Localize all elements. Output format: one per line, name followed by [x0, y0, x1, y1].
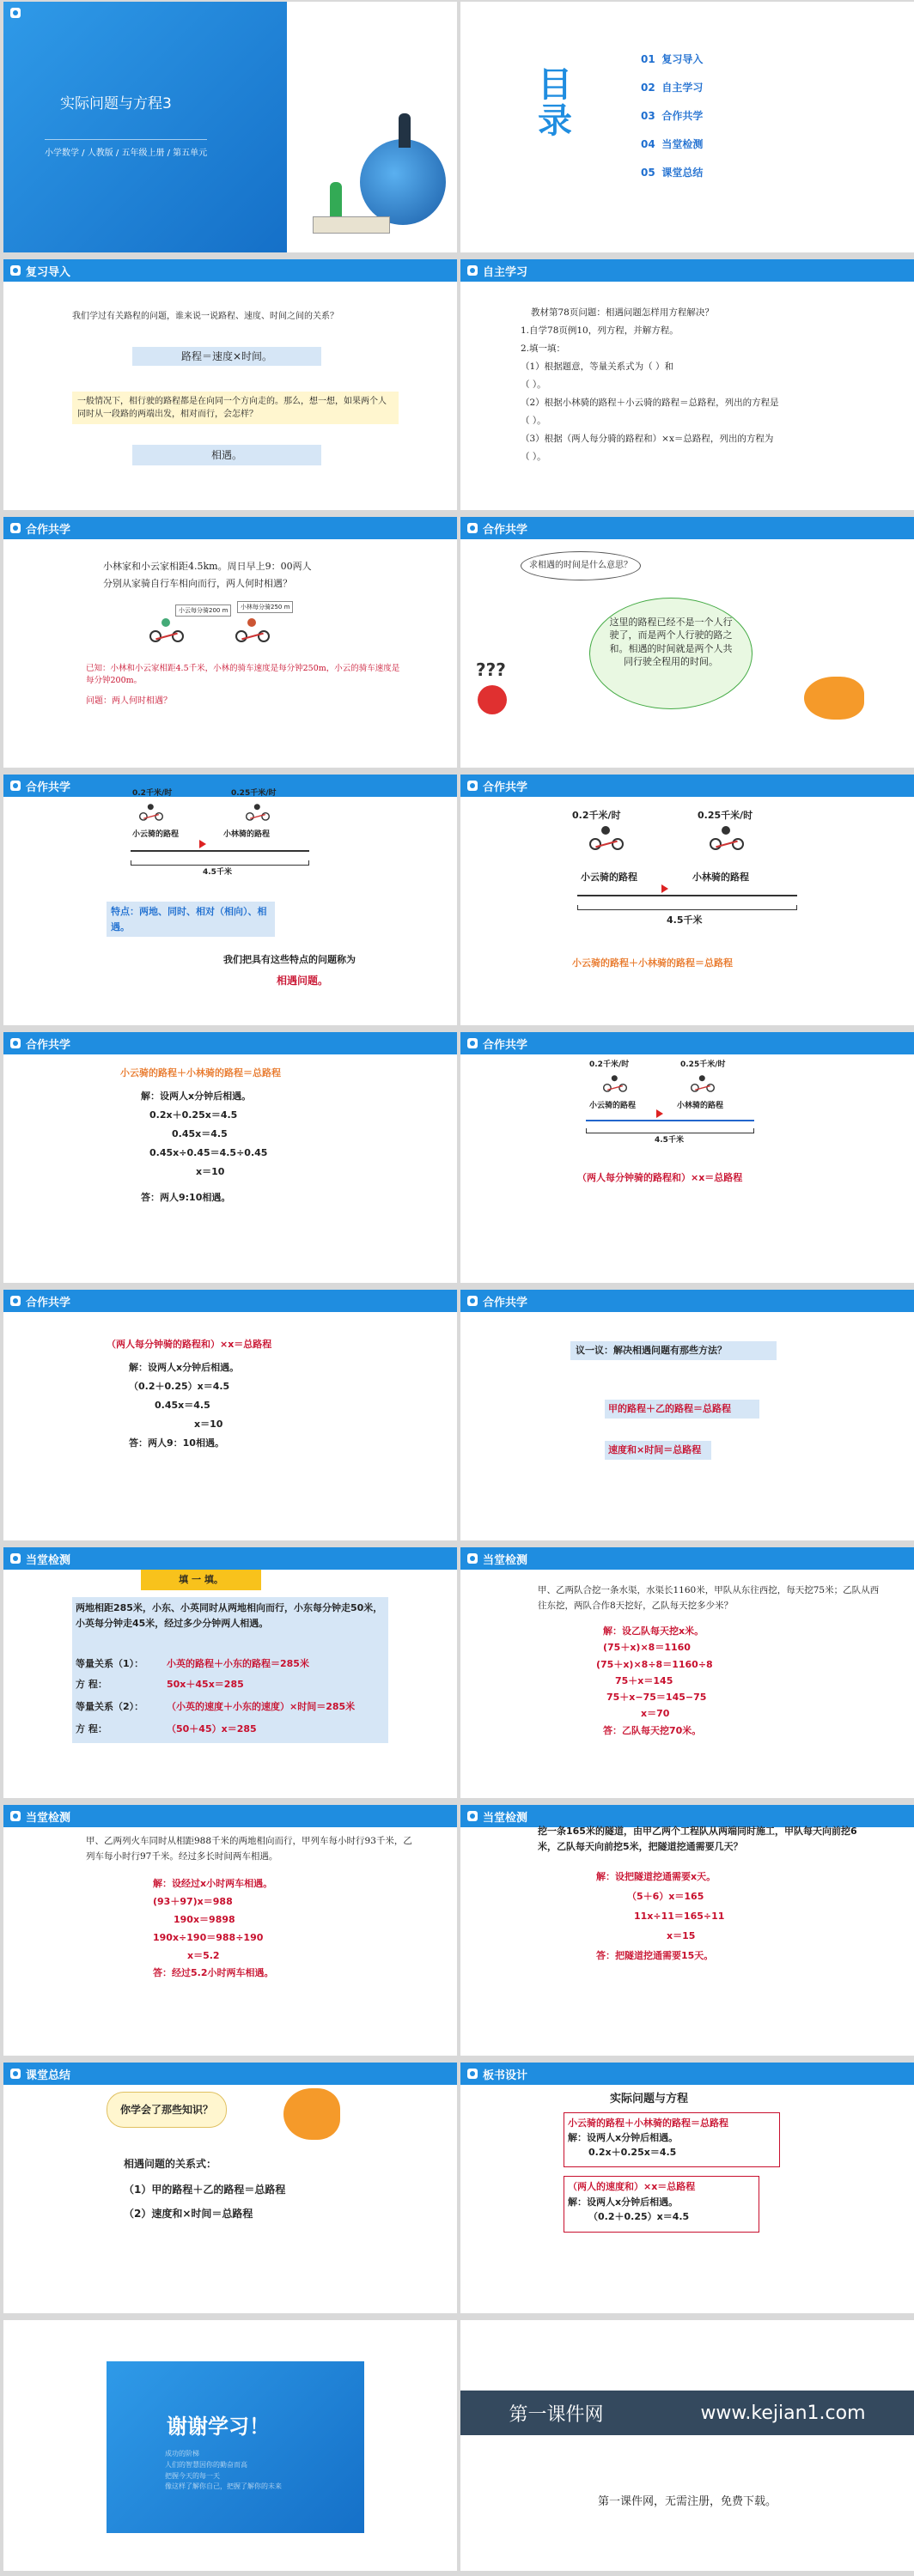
slide-summary: [3, 2063, 457, 2313]
exercise-question: 挖一条165米的隧道，由甲乙两个工程队从两端同时施工，甲队每天向前挖6米，乙队每天向前挖5米，把隧道挖通需要几天？: [538, 1826, 857, 1852]
logo-bar: [3, 2, 38, 24]
problem-question: 问题：两人何时相遇？: [86, 696, 172, 706]
item-label: 自主学习: [661, 82, 704, 94]
logo-icon: [467, 1553, 478, 1564]
summary-item-2: （2）速度和×时间＝总路程: [124, 2208, 253, 2220]
exercise-question: 甲、乙两列火车同时从相距988千米的两地相向而行，甲列车每小时行93千米，乙列车每小时行97千米。经过多长时间两车相遇。: [86, 1836, 412, 1862]
contents-item[interactable]: [641, 108, 703, 123]
solution-step: 0.45x＝4.5: [172, 1128, 228, 1139]
slide-header-title: 合作共学: [483, 781, 528, 794]
exercise-question: 甲、乙两队合挖一条水渠，水渠长1160米，甲队从东往西挖，每天挖75米；乙队从西往东挖，两队合作8天挖好，乙队每天挖多少米？: [538, 1585, 880, 1611]
slide-board-design: [460, 2063, 914, 2313]
logo-icon: [467, 265, 478, 276]
item-label: 课堂总结: [661, 167, 704, 179]
item-number: 02: [641, 82, 655, 94]
naming-text: 我们把具有这些特点的问题称为: [223, 954, 356, 965]
meeting-flag-icon: [661, 884, 668, 893]
bike-icon: [149, 618, 184, 642]
distance-label-2: 小林骑的路程: [223, 830, 271, 839]
solution-step: 75＋x−75＝145−75: [606, 1692, 707, 1703]
slide-header-title: 当堂检测: [483, 1811, 528, 1825]
slide-solution-2: [3, 1290, 457, 1540]
title-panel: [3, 2, 287, 252]
slide-diagram-relation-1: [460, 775, 914, 1025]
solution-step: 190x＝9898: [174, 1913, 235, 1925]
study-line: 2.填一填：: [521, 343, 566, 354]
thanks-title: 谢谢学习！: [167, 2415, 270, 2439]
method-2: 速度和×时间＝总路程: [605, 1441, 711, 1460]
relation-label-2: 等量关系（2）：: [76, 1701, 144, 1712]
slide-header: [3, 517, 457, 539]
solution-step: x＝70: [641, 1708, 670, 1720]
slide-header-title: 当堂检测: [26, 1553, 71, 1567]
speed-label-2: 0.25千米/时: [231, 789, 277, 798]
solution-steps: [596, 1867, 724, 1965]
board-step: 解：设两人x分钟后相遇。: [568, 2196, 679, 2208]
slide-title-text: 实际问题与方程3: [60, 95, 172, 112]
logo-icon: [467, 1811, 478, 1821]
summary-bubble: 你学会了那些知识？: [107, 2092, 227, 2128]
solution-step: x＝10: [194, 1419, 223, 1430]
slide-header-title: 自主学习: [483, 265, 528, 279]
solution-steps: [596, 1623, 713, 1739]
problem-line: 小林家和小云家相距4.5km。周日早上9：00两人: [103, 561, 312, 572]
answer-box: 相遇。: [132, 445, 321, 465]
solution-step: 0.45x÷0.45＝4.5÷0.45: [149, 1147, 268, 1158]
relation-text: （两人每分钟骑的路程和）×x＝总路程: [107, 1339, 272, 1350]
bike-icon: [589, 826, 624, 850]
solution-step: 解：设两人x分钟后相遇。: [141, 1091, 252, 1102]
logo-icon: [10, 1553, 21, 1564]
logo-icon: [10, 265, 21, 276]
known-info: 已知：小林和小云家相距4.5千米，小林的骑车速度是每分钟250m，小云的骑车速度是每分钟200m。: [86, 664, 400, 685]
item-number: 01: [641, 53, 655, 65]
solution-step: 解：设把隧道挖通需要x天。: [596, 1871, 716, 1882]
think-box: 一般情况下，相行驶的路程都是在向同一个方向走的。那么，想一想，如果两个人同时从一段路的两端出发，相对而行，会怎样？: [72, 392, 399, 424]
distance-label-1: 小云骑的路程: [589, 1102, 637, 1110]
solution-step: 75＋x＝145: [615, 1674, 673, 1686]
ad-banner[interactable]: [460, 2391, 914, 2435]
logo-icon: [10, 8, 21, 18]
equation-1: 50x＋45x＝285: [167, 1679, 244, 1690]
cartoon-character-icon: [478, 685, 507, 714]
solution-step: 答：把隧道挖通需要15天。: [596, 1950, 714, 1962]
solution-step: 0.2x＋0.25x＝4.5: [149, 1109, 238, 1121]
distance-label-1: 小云骑的路程: [581, 872, 637, 883]
slide-discussion: [460, 517, 914, 768]
board-relation: （两人的速度和）×x＝总路程: [568, 2181, 696, 2192]
slide-header: [3, 1290, 457, 1312]
solution-step: （0.2＋0.25）x＝4.5: [129, 1381, 230, 1392]
review-question: 我们学过有关路程的问题，谁来说一说路程、速度、时间之间的关系？: [72, 312, 338, 321]
person-illustration: [399, 113, 411, 148]
slide-title: [3, 2, 457, 252]
study-line: （2）根据小林骑的路程＋小云骑的路程＝总路程，列出的方程是: [521, 398, 779, 408]
solution-step: 190x÷190＝988÷190: [153, 1931, 264, 1943]
slide-diagram-features: [3, 775, 457, 1025]
board-box-2: [564, 2176, 759, 2233]
solution-step: (75＋x)×8÷8＝1160÷8: [596, 1658, 713, 1670]
logo-icon: [467, 523, 478, 533]
bike-icon: [710, 826, 744, 850]
study-line: 教材第78页问题：相遇问题怎样用方程解决？: [531, 307, 714, 318]
slide-header-title: 当堂检测: [483, 1553, 528, 1567]
slide-header-title: 复习导入: [26, 265, 71, 279]
person-illustration-2: [330, 182, 342, 216]
total-brace: [586, 1128, 754, 1133]
fish-icon: [804, 677, 864, 720]
slide-header: [460, 2063, 914, 2085]
thanks-line: 人们的智慧因你的勤奋而高: [165, 2460, 247, 2469]
speed-label-1: 0.2千米/时: [132, 789, 173, 798]
solution-step: x＝10: [196, 1166, 225, 1177]
answer-bubble: 这里的路程已经不是一个人行驶了，而是两个人行驶的路之和。相遇的时间就是两个人共同行驶全程用的时间。: [589, 598, 753, 709]
ad-url[interactable]: www.kejian1.com: [700, 2402, 866, 2424]
bike-icon: [691, 1075, 715, 1092]
slide-review: [3, 259, 457, 510]
slide-header: [3, 775, 457, 797]
solution-step: 答：经过5.2小时两车相遇。: [153, 1967, 274, 1979]
total-distance-label: 4.5千米: [655, 1136, 684, 1145]
slide-header-title: 合作共学: [483, 1038, 528, 1052]
relation-text: 小云骑的路程＋小林骑的路程＝总路程: [120, 1067, 281, 1078]
slide-header: [3, 1547, 457, 1570]
meeting-problem-term: 相遇问题。: [277, 975, 329, 987]
slide-diagram-relation-2: [460, 1032, 914, 1283]
relation-1: 小英的路程＋小东的路程＝285米: [167, 1658, 309, 1669]
board-step: （0.2＋0.25）x＝4.5: [588, 2211, 690, 2223]
slide-contents: [460, 2, 914, 252]
solution-step: (93＋97)x＝988: [153, 1895, 233, 1907]
ad-brand: 第一课件网: [509, 2403, 604, 2426]
speed-tag-1: 小云每分骑200 m: [175, 605, 231, 617]
slide-header-title: 合作共学: [26, 1296, 71, 1309]
item-label: 复习导入: [661, 53, 704, 65]
slide-check-2: [460, 1547, 914, 1798]
books-illustration: [313, 216, 390, 234]
bike-icon: [246, 804, 270, 821]
slide-header-title: 合作共学: [26, 523, 71, 537]
slide-header: [3, 2063, 457, 2085]
relation-label-1: 等量关系（1）：: [76, 1658, 144, 1669]
board-title: 实际问题与方程: [610, 2093, 689, 2105]
method-1: 甲的路程＋乙的路程＝总路程: [605, 1400, 759, 1419]
solution-step: 11x÷11＝165÷11: [634, 1911, 725, 1923]
bike-icon: [603, 1075, 627, 1092]
slide-header-title: 课堂总结: [26, 2069, 71, 2082]
slide-self-study: [460, 259, 914, 510]
slide-header-title: 当堂检测: [26, 1811, 71, 1825]
logo-icon: [467, 1296, 478, 1306]
distance-label-2: 小林骑的路程: [677, 1102, 724, 1110]
solution-steps: [129, 1358, 239, 1453]
logo-icon: [467, 1038, 478, 1048]
relation-2: （小英的速度＋小东的速度）×时间＝285米: [167, 1701, 356, 1712]
total-brace: [131, 860, 309, 866]
road-line: [577, 895, 797, 896]
total-brace: [577, 905, 797, 910]
slide-subtitle: 小学数学 / 人教版 / 五年级上册 / 第五单元: [45, 139, 207, 158]
slide-header: [460, 517, 914, 539]
study-line: （ ）。: [521, 416, 546, 426]
distance-label-2: 小林骑的路程: [692, 872, 749, 883]
relation-text: （两人每分钟骑的路程和）×x＝总路程: [577, 1172, 743, 1183]
logo-icon: [10, 523, 21, 533]
thanks-panel: [107, 2361, 364, 2533]
logo-icon: [10, 781, 21, 791]
slide-check-4: [460, 1805, 914, 2056]
problem-line: 分别从家骑自行车相向而行，两人何时相遇？: [103, 577, 292, 589]
bike-icon: [235, 618, 270, 642]
slide-header-title: 板书设计: [483, 2069, 528, 2082]
solution-step: 0.45x＝4.5: [155, 1400, 210, 1411]
slide-header: [460, 775, 914, 797]
study-line: （3）根据（两人每分骑的路程和）×x＝总路程，列出的方程为: [521, 434, 774, 444]
slide-header: [3, 1032, 457, 1054]
logo-icon: [10, 1296, 21, 1306]
slide-check-3: [3, 1805, 457, 2056]
slide-methods: [460, 1290, 914, 1540]
speed-label-1: 0.2千米/时: [589, 1060, 630, 1069]
slide-header: [460, 1032, 914, 1054]
study-line: （ ）。: [521, 452, 546, 462]
board-relation: 小云骑的路程＋小林骑的路程＝总路程: [568, 2117, 728, 2129]
meeting-flag-icon: [656, 1109, 663, 1118]
solution-step: 答：乙队每天挖70米。: [603, 1724, 702, 1736]
ad-footer: 第一课件网，无需注册，免费下载。: [597, 2495, 777, 2508]
road-line: [586, 1120, 754, 1121]
bike-icon: [139, 804, 163, 821]
board-box-1: [564, 2112, 780, 2167]
equation-label-1: 方 程：: [76, 1679, 107, 1690]
fish-icon: [283, 2088, 340, 2140]
fill-title: 填 一 填。: [141, 1570, 261, 1590]
logo-icon: [10, 1038, 21, 1048]
globe-illustration: [360, 139, 446, 225]
logo-icon: [10, 2069, 21, 2079]
contents-char-1: 目: [538, 65, 572, 105]
contents-item[interactable]: [641, 137, 703, 151]
total-distance-label: 4.5千米: [203, 868, 232, 877]
solution-step: 解：设乙队每天挖x米。: [603, 1625, 704, 1637]
formula-box: 路程＝速度×时间。: [132, 347, 321, 366]
slide-header-title: 合作共学: [26, 1038, 71, 1052]
distance-label-1: 小云骑的路程: [132, 830, 180, 839]
contents-char-2: 录: [538, 101, 572, 141]
total-distance-label: 4.5千米: [667, 914, 703, 926]
item-label: 合作共学: [661, 110, 704, 122]
slide-header-title: 合作共学: [483, 523, 528, 537]
contents-item[interactable]: [641, 52, 703, 66]
equation-label-2: 方 程：: [76, 1723, 107, 1735]
slide-ad: [460, 2320, 914, 2571]
item-label: 当堂检测: [661, 138, 704, 150]
contents-heading: [538, 67, 572, 139]
item-number: 04: [641, 138, 655, 150]
logo-icon: [467, 781, 478, 791]
study-line: 1.自学78页例10，列方程，并解方程。: [521, 325, 679, 336]
item-number: 03: [641, 110, 655, 122]
summary-title: 相遇问题的关系式：: [124, 2158, 217, 2170]
question-marks: ???: [476, 659, 506, 680]
solution-step: 解：设经过x小时两车相遇。: [153, 1878, 273, 1889]
solution-step: 答：两人9:10相遇。: [141, 1192, 231, 1203]
solution-step: （5＋6）x＝165: [627, 1891, 704, 1903]
logo-icon: [10, 1811, 21, 1821]
speed-label-2: 0.25千米/时: [680, 1060, 726, 1069]
slide-header: [3, 1805, 457, 1827]
board-step: 解：设两人x分钟后相遇。: [568, 2132, 679, 2144]
slide-solution-1: [3, 1032, 457, 1283]
solution-step: x＝5.2: [187, 1949, 220, 1961]
study-line: （1）根据题意，等量关系式为（ ）和: [521, 361, 674, 372]
meeting-flag-icon: [199, 840, 206, 848]
solution-step: x＝15: [667, 1930, 696, 1942]
self-study-text: [521, 304, 899, 466]
contents-list: [641, 52, 703, 193]
slide-example: [3, 517, 457, 768]
exercise-question: 两地相距285米，小东、小英同时从两地相向而行，小东每分钟走50米，小英每分钟走45米，经过多少分钟两人相遇。: [76, 1602, 383, 1629]
slide-header: [460, 1290, 914, 1312]
contents-item[interactable]: [641, 80, 703, 94]
slide-header: [460, 259, 914, 282]
solution-step: (75＋x)×8＝1160: [603, 1642, 691, 1654]
study-line: （ ）。: [521, 380, 546, 390]
speed-label-2: 0.25千米/时: [698, 810, 753, 821]
slide-header: [460, 1547, 914, 1570]
solution-steps: [153, 1875, 274, 1983]
features-box: 特点：两地、同时、相对（相向）、相遇。: [107, 902, 275, 937]
thanks-lines: [165, 2449, 282, 2493]
solution-steps: [141, 1087, 267, 1207]
road-line: [131, 850, 309, 852]
speed-label-1: 0.2千米/时: [572, 810, 621, 821]
slide-header-title: 合作共学: [483, 1296, 528, 1309]
contents-item[interactable]: [641, 165, 703, 179]
thanks-line: 把握今天的每一天: [165, 2471, 220, 2480]
solution-step: 答：两人9：10相遇。: [129, 1437, 224, 1449]
board-step: 0.2x＋0.25x＝4.5: [588, 2147, 677, 2159]
solution-step: 解：设两人x分钟后相遇。: [129, 1362, 240, 1373]
speed-tag-2: 小林每分骑250 m: [237, 601, 293, 613]
slide-check-1: [3, 1547, 457, 1798]
example-problem: [103, 558, 312, 592]
slide-header: [3, 259, 457, 282]
thanks-line: 像这样了解你自己，把握了解你的未来: [165, 2482, 282, 2491]
slide-thanks: [3, 2320, 457, 2571]
relation-text: 小云骑的路程＋小林骑的路程＝总路程: [572, 957, 733, 969]
discuss-question: 议一议：解决相遇问题有那些方法？: [570, 1341, 777, 1360]
summary-item-1: （1）甲的路程＋乙的路程＝总路程: [124, 2184, 286, 2196]
item-number: 05: [641, 167, 655, 179]
slide-header-title: 合作共学: [26, 781, 71, 794]
logo-icon: [467, 2069, 478, 2079]
thanks-line: 成功的阶梯: [165, 2450, 199, 2458]
equation-2: （50＋45）x＝285: [167, 1723, 257, 1735]
question-bubble: 求相遇的时间是什么意思？: [521, 551, 641, 580]
